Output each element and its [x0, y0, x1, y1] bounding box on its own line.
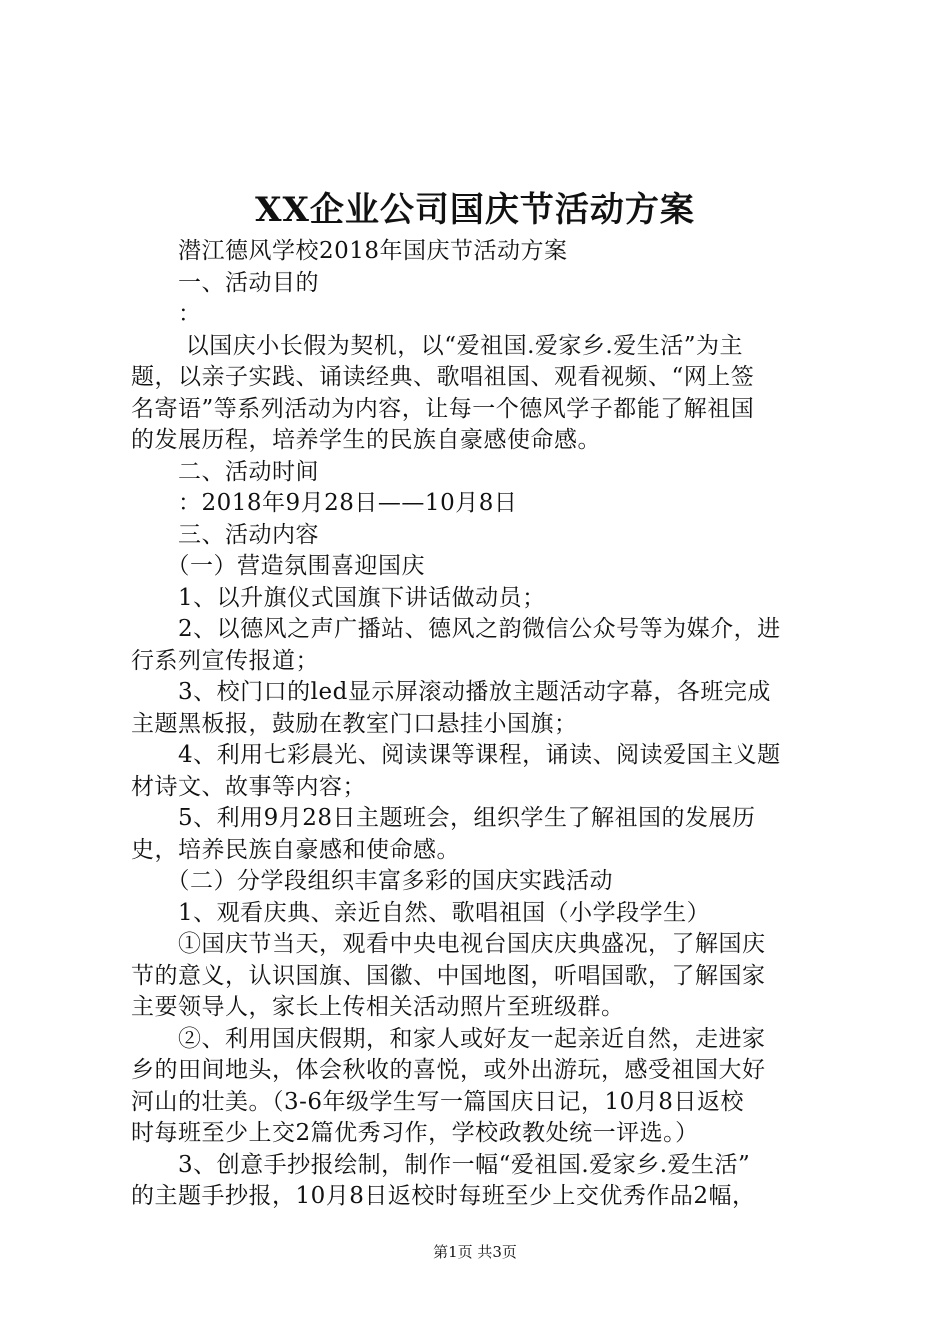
body-line: 1、观看庆典、亲近自然、歌唱祖国（小学段学生）: [131, 899, 711, 926]
body-line: 乡的田间地头，体会秋收的喜悦，或外出游玩，感受祖国大好: [131, 1057, 766, 1083]
body-line: 名寄语”等系列活动为内容，让每一个德风学子都能了解祖国: [131, 395, 755, 422]
body-line: 三、活动内容: [131, 521, 319, 548]
body-line: 潜江德风学校2018年国庆节活动方案: [131, 238, 568, 264]
body-line: 材诗文、故事等内容；: [131, 773, 366, 800]
body-line: 一、活动目的: [131, 269, 319, 296]
body-line: 2、以德风之声广播站、德风之韵微信公众号等为媒介，进: [131, 616, 781, 642]
body-line: 3、创意手抄报绘制，制作一幅“爱祖国.爱家乡.爱生活”: [131, 1151, 751, 1178]
body-line: 1、以升旗仪式国旗下讲话做动员；: [131, 584, 546, 611]
body-line: 题，以亲子实践、诵读经典、歌唱祖国、观看视频、“网上签: [131, 364, 755, 390]
body-line: ：: [131, 301, 202, 327]
body-line: ②、利用国庆假期，和家人或好友一起亲近自然，走进家: [131, 1025, 766, 1052]
body-line: 以国庆小长假为契机，以“爱祖国.爱家乡.爱生活”为主: [131, 332, 743, 359]
body-line: 河山的壮美。（3-6年级学生写一篇国庆日记，10月8日返校: [131, 1088, 744, 1115]
body-line: 的发展历程，培养学生的民族自豪感使命感。: [131, 427, 601, 453]
body-line: 3、校门口的led显示屏滚动播放主题活动字幕，各班完成: [131, 679, 771, 705]
body-line: 时每班至少上交2篇优秀习作，学校政教处统一评选。）: [131, 1120, 699, 1146]
body-line: 主要领导人，家长上传相关活动照片至班级群。: [131, 994, 625, 1020]
body-line: 史，培养民族自豪感和使命感。: [131, 836, 460, 863]
body-line: 节的意义，认识国旗、国徽、中国地图，听唱国歌，了解国家: [131, 962, 766, 989]
body-line: 主题黑板报，鼓励在教室门口悬挂小国旗；: [131, 710, 578, 737]
page-footer: 第1页 共3页: [433, 1243, 517, 1261]
body-line: 4、利用七彩晨光、阅读课等课程，诵读、阅读爱国主义题: [131, 742, 781, 768]
body-line: ①国庆节当天，观看中央电视台国庆庆典盛况，了解国庆: [131, 931, 766, 957]
body-line: ：2018年9月28日——10月8日: [131, 490, 518, 516]
body-line: 行系列宣传报道；: [131, 647, 319, 674]
document-body: [131, 236, 831, 1213]
document-title: XX企业公司国庆节活动方案: [255, 190, 695, 230]
body-line: （二）分学段组织丰富多彩的国庆实践活动: [131, 868, 613, 894]
body-line: 5、利用9月28日主题班会，组织学生了解祖国的发展历: [131, 805, 756, 831]
body-line: 二、活动时间: [131, 458, 319, 485]
body-line: （一）营造氛围喜迎国庆: [131, 553, 425, 579]
body-line: 的主题手抄报，10月8日返校时每班至少上交优秀作品2幅，: [131, 1183, 756, 1209]
